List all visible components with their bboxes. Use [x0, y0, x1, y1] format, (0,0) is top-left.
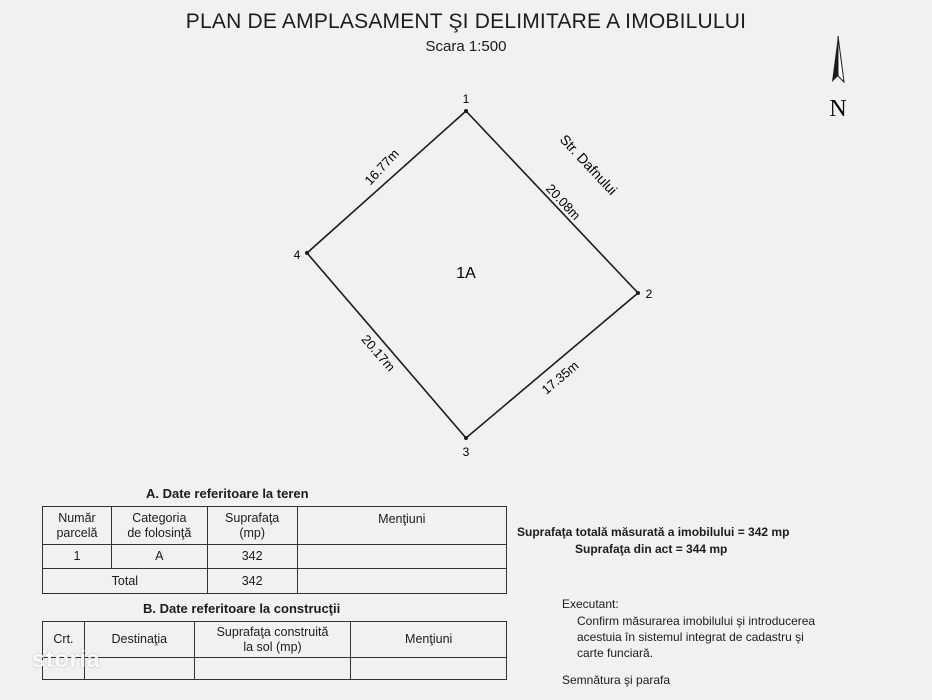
vertex-point: [636, 291, 640, 295]
vertex-point: [464, 109, 468, 113]
watermark-logo: storia: [32, 646, 101, 673]
vertex-label: 3: [462, 445, 470, 459]
north-label: N: [829, 96, 847, 122]
header-area: Suprafaţa (mp): [207, 507, 297, 545]
cell-mentions: [297, 545, 506, 569]
cell-area: 342: [207, 545, 297, 569]
header-built-area: Suprafaţa construită la sol (mp): [194, 622, 351, 658]
scale-label: Scara 1:500: [425, 38, 507, 55]
construction-section-title: B. Date referitoare la construcţii: [143, 601, 341, 616]
confirmation-line-3: carte funciară.: [577, 646, 654, 660]
header-mentions: Menţiuni: [297, 507, 506, 545]
cell-category: A: [111, 545, 207, 569]
north-arrow-icon: [832, 36, 844, 82]
street-label: Str. Dafnului: [556, 131, 621, 198]
signature-label: Semnătura şi parafa: [562, 673, 671, 687]
executant-label: Executant:: [562, 597, 619, 611]
header-parcel-number: Număr parcelă: [43, 507, 112, 545]
vertex-label: 2: [645, 287, 653, 301]
land-table: [42, 506, 507, 594]
table-total-row: [43, 569, 507, 594]
confirmation-line-1: Confirm măsurarea imobilului şi introducerea: [577, 614, 816, 628]
total-mentions: [297, 569, 506, 594]
vertex-point: [305, 251, 309, 255]
table-row: [43, 658, 507, 680]
land-section-title: A. Date referitoare la teren: [146, 486, 309, 501]
construction-table: [42, 621, 507, 680]
vertex-label: 4: [293, 248, 301, 262]
header-category: Categoria de folosinţă: [111, 507, 207, 545]
header-mentions: Menţiuni: [351, 622, 507, 658]
table-header-row: [43, 507, 507, 545]
side-length-label: 20.17m: [358, 331, 399, 375]
deed-area-summary: Suprafaţa din act = 344 mp: [575, 542, 728, 556]
confirmation-line-2: acestuia în sistemul integrat de cadastru şi: [577, 630, 804, 644]
side-length-label: 20.08m: [543, 180, 584, 223]
total-area: 342: [207, 569, 297, 594]
total-label: Total: [43, 569, 208, 594]
vertex-label: 1: [462, 92, 470, 106]
parcel-label: 1A: [456, 265, 476, 282]
total-area-summary: Suprafaţa totală măsurată a imobilului = 342 mp: [517, 525, 790, 539]
side-length-label: 17.35m: [538, 357, 582, 398]
cell-parcel-number: 1: [43, 545, 112, 569]
table-header-row: [43, 622, 507, 658]
page-title: PLAN DE AMPLASAMENT ŞI DELIMITARE A IMOBILULUI: [185, 10, 747, 33]
vertex-point: [464, 436, 468, 440]
header-destination: Destinaţia: [84, 622, 194, 658]
table-row: [43, 545, 507, 569]
side-length-label: 16.77m: [361, 145, 402, 188]
header-crt: Crt.: [43, 622, 85, 658]
